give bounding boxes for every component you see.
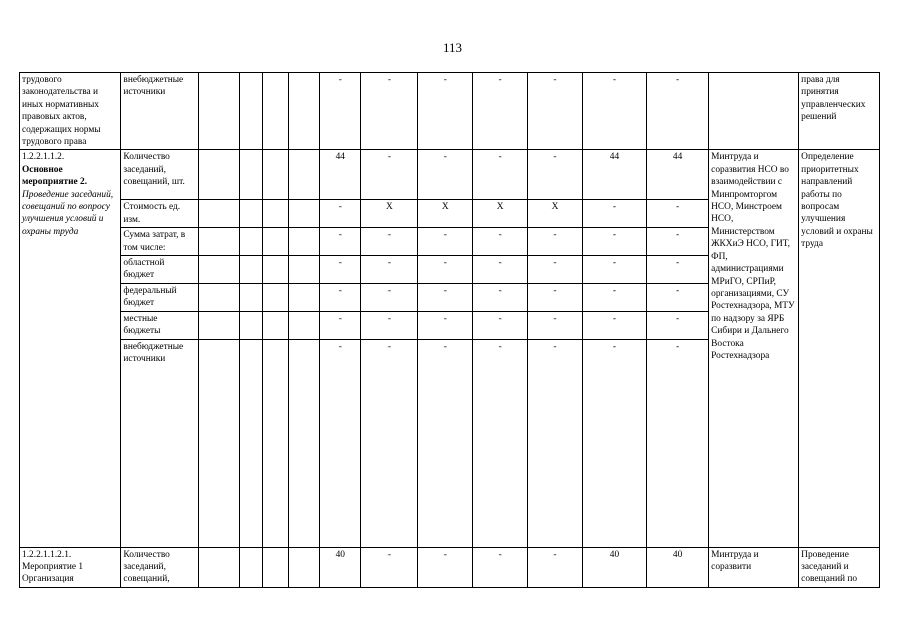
indicator-label: Количество заседаний, совещаний, шт. <box>121 150 199 200</box>
expected-result: Определение приоритетных направлений работы по вопросам улучшения условий и охраны труда <box>799 150 880 547</box>
value-cell: - <box>418 150 473 200</box>
indicator-label: Стоимость ед. изм. <box>121 200 199 228</box>
value-cell: X <box>361 200 418 228</box>
value-cell: - <box>320 200 361 228</box>
activity-code: 1.2.2.1.1.2. <box>22 152 65 163</box>
activity-description: Проведение заседаний, совещаний по вопросу улучшения условий и охраны труда <box>22 189 114 237</box>
value-cell: - <box>647 283 709 311</box>
value-cell: - <box>473 311 528 339</box>
executor-cell: Минтруда и соразвити <box>709 547 799 587</box>
value-cell: - <box>320 283 361 311</box>
value-cell: 40 <box>647 547 709 587</box>
value-cell: - <box>528 283 583 311</box>
table-row <box>20 73 880 150</box>
value-cell: 40 <box>320 547 361 587</box>
page-number: 113 <box>442 40 463 55</box>
main-activity-cell <box>20 150 121 547</box>
table-row <box>20 150 880 200</box>
executor-cell: Минтруда и соразвития НСО во взаимодействии с Минпромторгом НСО, Минстроем НСО, Министерством ЖКХиЭ НСО, ГИТ, ФП, администрациями МРиГО, СРПиР, организациями, СУ Ростехнадзора, МТУ по надзору за ЯРБ Сибири и Дальнего Востока Ростехнадзора <box>709 150 799 547</box>
activity-title: Мероприятие 1 Организация <box>22 561 84 585</box>
value-cell: - <box>582 256 646 284</box>
value-cell: - <box>418 256 473 284</box>
value-cell: - <box>361 150 418 200</box>
expected-result: права для принятия управленческих решений <box>799 73 880 150</box>
value-cell: - <box>418 339 473 547</box>
value-cell: - <box>418 547 473 587</box>
value-cell: - <box>528 339 583 547</box>
value-cell: 40 <box>582 547 646 587</box>
activity-cell <box>20 547 121 587</box>
value-cell: - <box>473 150 528 200</box>
value-cell: 44 <box>582 150 646 200</box>
value-cell: - <box>473 547 528 587</box>
indicator-label: Количество заседаний, совещаний, <box>121 547 199 587</box>
value-cell: - <box>418 311 473 339</box>
value-cell: - <box>320 73 361 150</box>
value-cell: X <box>473 200 528 228</box>
value-cell: - <box>582 339 646 547</box>
value-cell: - <box>528 547 583 587</box>
indicator-label: областной бюджет <box>121 256 199 284</box>
value-cell: - <box>361 311 418 339</box>
indicator-label: Сумма затрат, в том числе: <box>121 228 199 256</box>
value-cell: - <box>647 256 709 284</box>
activity-code: 1.2.2.1.1.2.1. <box>22 549 72 560</box>
value-cell: - <box>418 283 473 311</box>
value-cell: - <box>473 73 528 150</box>
value-cell: - <box>647 228 709 256</box>
value-cell: - <box>320 311 361 339</box>
table-row <box>20 547 880 587</box>
value-cell: - <box>361 339 418 547</box>
value-cell: - <box>361 73 418 150</box>
value-cell: X <box>418 200 473 228</box>
value-cell: - <box>528 256 583 284</box>
value-cell: - <box>582 228 646 256</box>
value-cell: X <box>528 200 583 228</box>
value-cell: - <box>582 73 646 150</box>
value-cell: - <box>647 339 709 547</box>
value-cell: - <box>582 200 646 228</box>
activity-title: трудового законодательства и иных нормативных правовых актов, содержащих нормы трудового права <box>20 73 121 150</box>
value-cell: - <box>528 73 583 150</box>
value-cell: - <box>473 339 528 547</box>
indicator-label: внебюджетные источники <box>121 339 199 547</box>
value-cell: - <box>418 73 473 150</box>
value-cell: - <box>647 200 709 228</box>
value-cell: - <box>418 228 473 256</box>
activity-name: Основное мероприятие 2. <box>22 164 88 188</box>
value-cell: - <box>473 256 528 284</box>
value-cell: - <box>361 283 418 311</box>
value-cell: - <box>582 283 646 311</box>
value-cell: - <box>528 228 583 256</box>
activity-plan-table <box>19 72 880 588</box>
value-cell: - <box>361 547 418 587</box>
funding-label: внебюджетные источники <box>121 73 199 150</box>
value-cell: - <box>528 150 583 200</box>
value-cell: - <box>320 228 361 256</box>
indicator-label: федеральный бюджет <box>121 283 199 311</box>
value-cell: - <box>473 283 528 311</box>
value-cell: 44 <box>647 150 709 200</box>
value-cell: - <box>473 228 528 256</box>
value-cell: - <box>647 311 709 339</box>
value-cell: - <box>582 311 646 339</box>
value-cell: - <box>528 311 583 339</box>
value-cell: - <box>647 73 709 150</box>
value-cell: 44 <box>320 150 361 200</box>
expected-result: Проведение заседаний и совещаний по <box>799 547 880 587</box>
value-cell: - <box>361 256 418 284</box>
value-cell: - <box>320 256 361 284</box>
value-cell: - <box>320 339 361 547</box>
indicator-label: местные бюджеты <box>121 311 199 339</box>
value-cell: - <box>361 228 418 256</box>
